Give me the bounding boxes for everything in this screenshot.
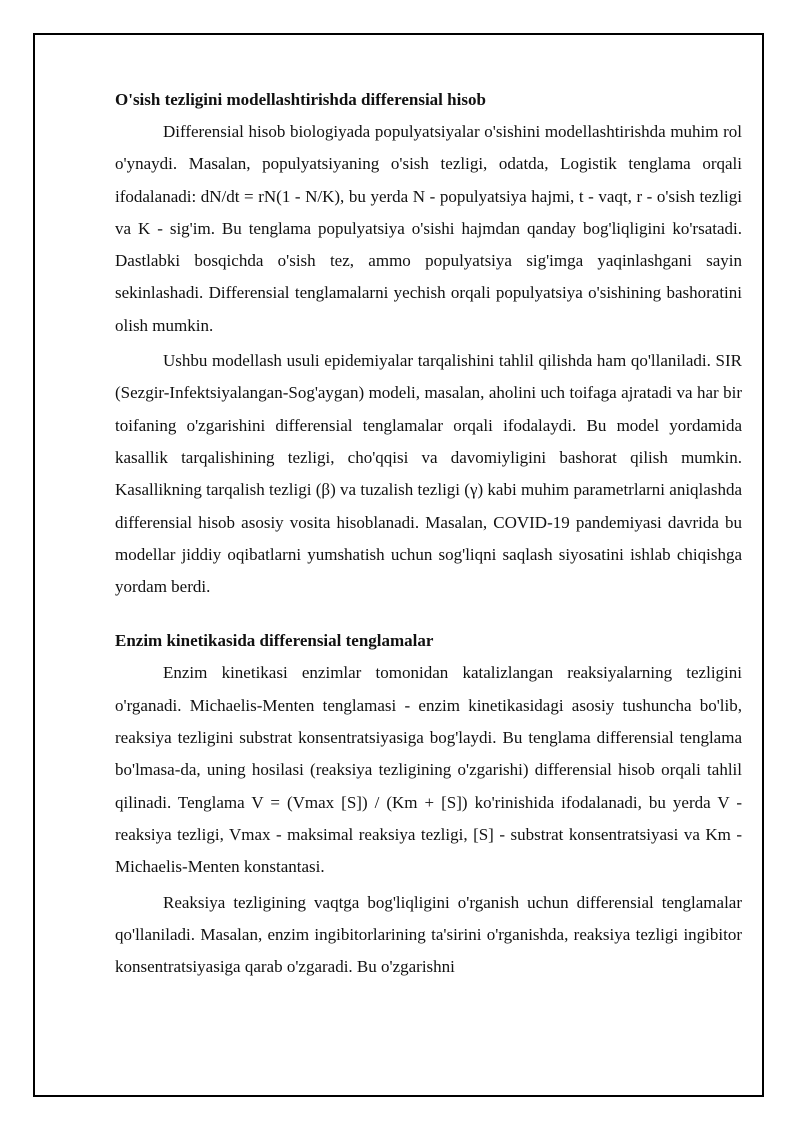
paragraph: Ushbu modellash usuli epidemiyalar tarqalishini tahlil qilishda ham qo'llaniladi. SIR (Sezgir-Infektsiyalangan-Sog'aygan) modeli, masalan, aholini uch toifaga ajratadi va har bir toifaning o'zgarishini differensial tenglamalar orqali ifodalaydi. Bu model yordamida kasallik tarqalishining tezligi, cho'qqisi va davomiyligini bashorat qilish mumkin. Kasallikning tarqalish tezligi (β) va tuzalish tezligi (γ) kabi muhim parametrlarni aniqlashda differensial hisob asosiy vosita hisoblanadi. Masalan, COVID-19 pandemiyasi davrida bu modellar jiddiy oqibatlarni yumshatish uchun sog'liqni saqlash siyosatini ishlab chiqishga yordam berdi. bbox=[115, 351, 742, 597]
paragraph: Reaksiya tezligining vaqtga bog'liqligini o'rganish uchun differensial tenglamalar qo'llaniladi. Masalan, enzim ingibitorlarining ta'sirini o'rganishda, reaksiya tezligi ingibitor konsentratsiyasiga qarab o'zgaradi. Bu o'zgarishni bbox=[115, 892, 742, 977]
paragraph: Differensial hisob biologiyada populyatsiyalar o'sishini modellashtirishda muhim rol o'ynaydi. Masalan, populyatsiyaning o'sish tezligi, odatda, Logistik tenglama orqali ifodalanadi: dN/dt = rN(1 - N/K), bu yerda N - populyatsiya hajmi, t - vaqt, r - o'sish tezligi va K - sig'im. Bu tenglama populyatsiya o'sishi hajmdan qanday bog'liqligini ko'rsatadi. Dastlabki bosqichda o'sish tez, ammo populyatsiya sig'imga yaqinlashgani sayin sekinlashadi. Differensial tenglamalarni yechish orqali populyatsiya o'sishining bashoratini olish mumkin. bbox=[115, 122, 742, 335]
section-heading: Enzim kinetikasida differensial tenglamalar bbox=[115, 631, 434, 651]
document-body bbox=[115, 86, 742, 986]
paragraph: Enzim kinetikasi enzimlar tomonidan katalizlangan reaksiyalarning tezligini o'rganadi. Michaelis-Menten tenglamasi - enzim kinetikasidagi asosiy tushuncha bo'lib, reaksiya tezligini substrat konsentratsiyasiga bog'laydi. Bu tenglama differensial tenglama bo'lmasa-da, uning hosilasi (reaksiya tezligining o'zgarishi) differensial hisob orqali tahlil qilinadi. Tenglama V = (Vmax [S]) / (Km + [S]) ko'rinishida ifodalanadi, bu yerda V - reaksiya tezligi, Vmax - maksimal reaksiya tezligi, [S] - substrat konsentratsiyasi va Km - Michaelis-Menten konstantasi. bbox=[115, 663, 742, 877]
section-heading: O'sish tezligini modellashtirishda differensial hisob bbox=[115, 90, 486, 109]
